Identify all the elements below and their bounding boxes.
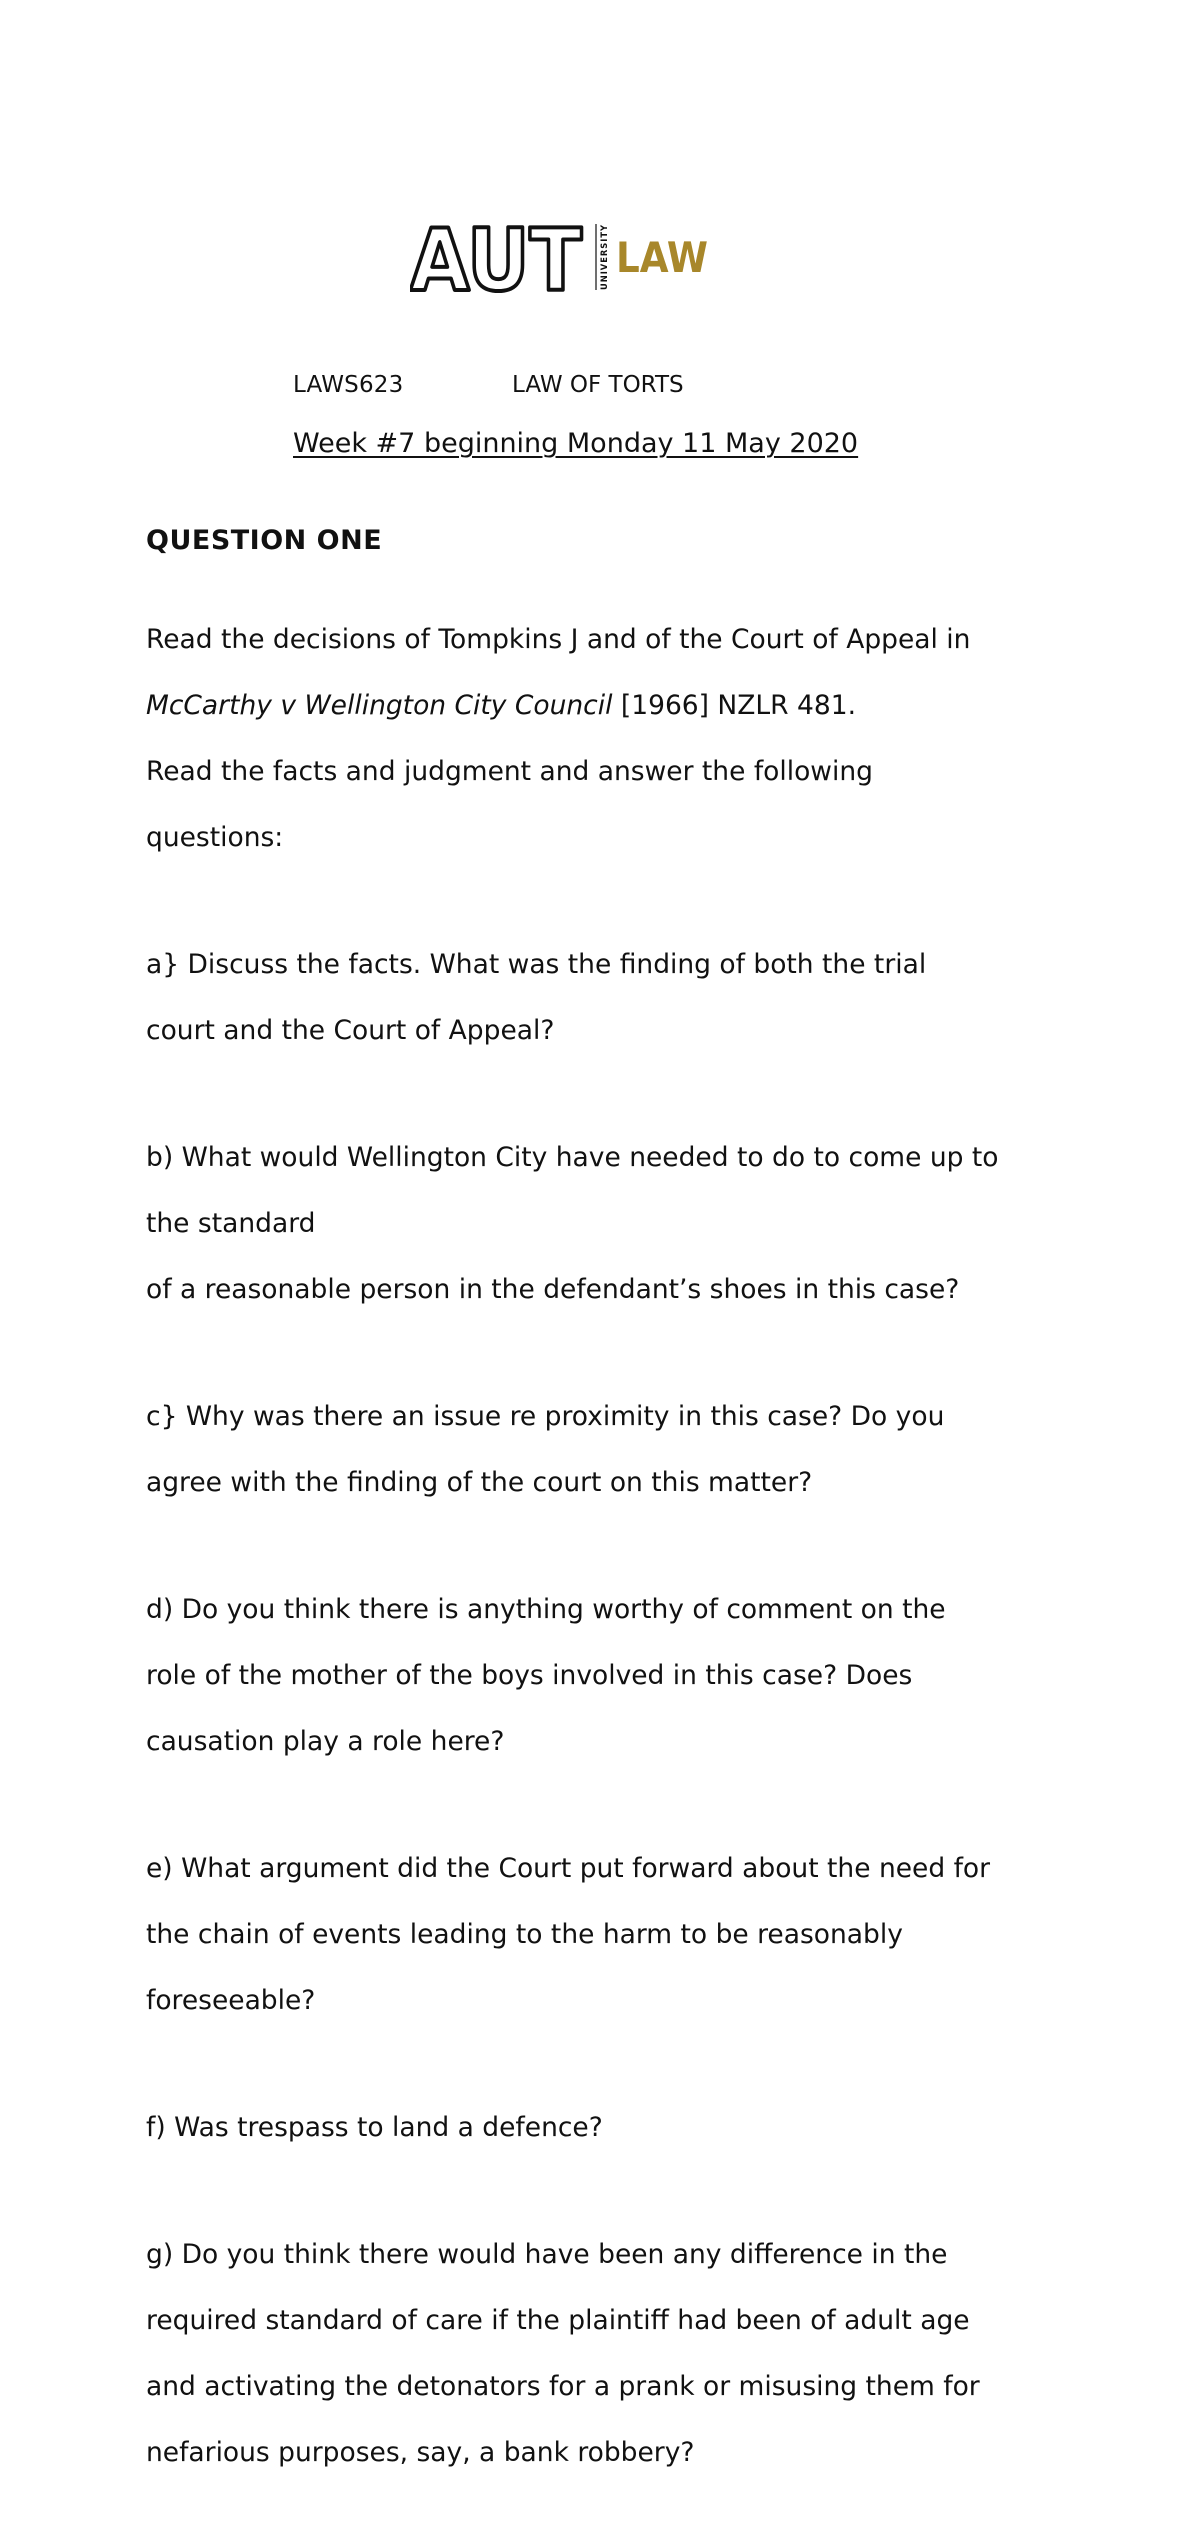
question-heading: QUESTION ONE xyxy=(146,525,383,556)
part-line: required standard of care if the plaintiff had been of adult age xyxy=(146,2305,970,2336)
intro-line: Read the facts and judgment and answer the following xyxy=(146,756,873,787)
part-line: and activating the detonators for a prank or misusing them for xyxy=(146,2371,980,2402)
question-part-f xyxy=(146,2078,1076,2177)
question-content xyxy=(146,524,1076,2530)
part-line: agree with the finding of the court on this matter? xyxy=(146,1467,813,1498)
course-name: LAW OF TORTS xyxy=(512,372,684,398)
part-line: c} Why was there an issue re proximity in this case? Do you xyxy=(146,1401,945,1432)
part-line: e) What argument did the Court put forward about the need for xyxy=(146,1853,991,1884)
logo-primary-text: AUT xyxy=(410,216,583,296)
week-heading: Week #7 beginning Monday 11 May 2020 xyxy=(293,428,859,459)
logo-secondary-text: LAW xyxy=(616,233,708,282)
part-line: nefarious purposes, say, a bank robbery? xyxy=(146,2437,695,2468)
part-line: d) Do you think there is anything worthy of comment on the xyxy=(146,1594,946,1625)
question-part-a xyxy=(146,915,1076,1080)
part-line: foreseeable? xyxy=(146,1985,316,2016)
question-part-d xyxy=(146,1560,1076,1791)
aut-law-logo xyxy=(410,216,710,296)
question-part-e xyxy=(146,1819,1076,2050)
part-line: f) Was trespass to land a defence? xyxy=(146,2112,603,2143)
intro-line: questions: xyxy=(146,822,284,853)
part-line: g) Do you think there would have been any difference in the xyxy=(146,2239,948,2270)
intro-case-line xyxy=(146,689,1076,722)
part-line: causation play a role here? xyxy=(146,1726,505,1757)
logo-vertical-text: UNIVERSITY xyxy=(600,222,610,290)
course-code: LAWS623 xyxy=(293,372,404,398)
question-part-b xyxy=(146,1108,1076,1339)
intro-line: Read the decisions of Tompkins J and of the Court of Appeal in xyxy=(146,624,971,655)
part-line: b) What would Wellington City have needed to do to come up to xyxy=(146,1142,999,1173)
part-line: the chain of events leading to the harm to be reasonably xyxy=(146,1919,903,1950)
part-line: the standard xyxy=(146,1208,316,1239)
question-part-c xyxy=(146,1367,1076,1532)
part-line: role of the mother of the boys involved in this case? Does xyxy=(146,1660,913,1691)
case-citation: [1966] NZLR 481. xyxy=(612,690,857,721)
part-line: of a reasonable person in the defendant’s shoes in this case? xyxy=(146,1274,960,1305)
question-part-g xyxy=(146,2205,1076,2502)
part-line: court and the Court of Appeal? xyxy=(146,1015,555,1046)
part-line: a} Discuss the facts. What was the finding of both the trial xyxy=(146,949,927,980)
question-intro xyxy=(146,590,1076,887)
case-name: McCarthy v Wellington City Council xyxy=(146,690,613,721)
